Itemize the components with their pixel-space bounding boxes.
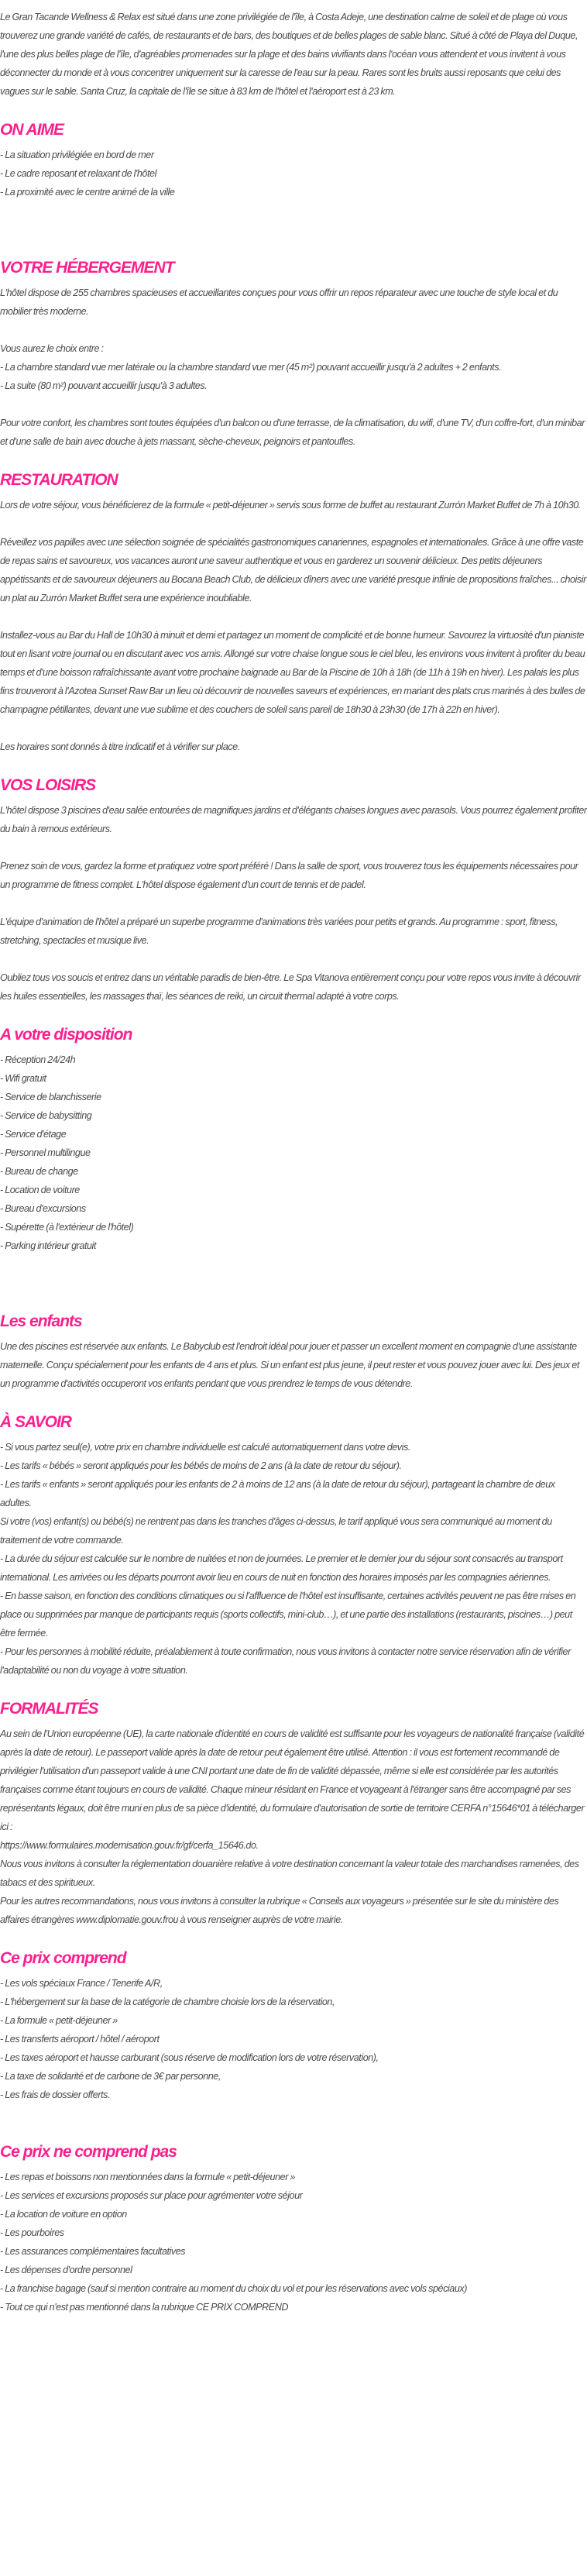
intro-paragraph: Le Gran Tacande Wellness & Relax est situé dans une zone privilégiée de l'île, à Costa Adeje, une destination calme de soleil et de plage où vous trouverez une grande variété de cafés, de restaurants et de bars, des boutiques et de belles plages de sable blanc. Situé à côté de Playa del Duque, l'une des plus belles plage de l'île, d'agréables promenades sur la plage et des bains vivifiants dans l'océan vous attendent et vous invitent à vous déconnecter du monde et à vous concentrer uniquement sur la caresse de l'eau sur la peau. Rares sont les bruits aussi reposants que celui des vagues sur le sable. Santa Cruz, la capitale de l'île se situe à 83 km de l'hôtel et l'aéroport est à 23 km. <box>0 12 578 97</box>
heading-disposition: A votre disposition <box>0 1026 132 1044</box>
heading-formalites: FORMALITÉS <box>0 1700 98 1718</box>
list-item: - Service de babysitting <box>0 1110 92 1121</box>
list-item: - Tout ce qui n'est pas mentionné dans la rubrique CE PRIX COMPREND <box>0 2302 288 2313</box>
section-restauration <box>0 469 587 756</box>
list-item: - Les dépenses d'ordre personnel <box>0 2265 132 2275</box>
enfants-paragraph: Une des piscines est réservée aux enfants. Le Babyclub est l'endroit idéal pour jouer et passer un excellent moment en compagnie d'une assistante maternelle. Conçu spécialement pour les enfants de 4 ans et plus. Si un enfant est plus jeune, il peut rester et vous pouvez jouer avec lui. Des jeux et un programme d'activités occuperont vos enfants pendant que vous prendrez le temps de vous détendre. <box>0 1341 579 1389</box>
list-item: - En basse saison, en fonction des conditions climatiques ou si l'affluence de l'hôtel est insuffisante, certaines activités peuvent ne pas être mises en place ou supprimées par manque de participants requis (sports collectifs, mini-club…), et une partie des installations (restaurants, piscines…) peut être fermée. <box>0 1591 576 1639</box>
section-prix-ne-comprend-pas <box>0 2141 587 2316</box>
heading-hebergement: VOTRE HÉBERGEMENT <box>0 259 174 277</box>
list-item: - Les vols spéciaux France / Tenerife A/R, <box>0 1978 163 1989</box>
list-item: - Service d'étage <box>0 1129 67 1140</box>
list-item: - Les taxes aéroport et hausse carburant (sous réserve de modification lors de votre réservation), <box>0 2052 379 2063</box>
list-item: - Les transferts aéroport / hôtel / aéroport <box>0 2034 160 2045</box>
list-item: - Les repas et boissons non mentionnées dans la formule « petit-déjeuner » <box>0 2172 295 2182</box>
formalites-paragraph-1: Au sein de l'Union européenne (UE), la carte nationale d'identité en cours de validité est suffisante pour les voyageurs de nationalité française (validité après la date de retour). Le passeport valide après la date de retour peut également être utilisé. Attention : il vous est fortement recommandé de privilégier l'utilisation d'un passeport valide à une CNI portant une date de fin de validité dépassée, même si elle est considérée par les autorités françaises comme étant toujours en cours de validité. Chaque mineur résidant en France et voyageant à l'étranger sans être accompagné par ses représentants légaux, doit être muni en plus de sa pièce d'identité, du formulaire d'autorisation de sortie de territoire CERFA n°15646*01 à télécharger ici : <box>0 1728 585 1832</box>
prix-ne-comprend-pas-list <box>0 2168 587 2316</box>
cerfa-link[interactable]: https://www.formulaires.modernisation.gouv.fr/gf/cerfa_15646.do. <box>0 1840 259 1851</box>
on-aime-list <box>0 146 587 201</box>
section-a-savoir <box>0 1412 587 1680</box>
list-item: - Les pourboires <box>0 2227 64 2238</box>
heading-a-savoir: À SAVOIR <box>0 1413 71 1431</box>
section-disposition <box>0 1024 587 1255</box>
section-prix-comprend <box>0 1948 587 2104</box>
list-item: Si votre (vos) enfant(s) ou bébé(s) ne rentrent pas dans les tranches d'âges ci-dessus, le tarif appliqué vous sera communiqué au moment du traitement de votre commande. <box>0 1516 552 1546</box>
restauration-paragraph-2: Réveillez vos papilles avec une sélection soignée de spécialités gastronomiques canariennes, espagnoles et internationales. Grâce à une offre vaste de repas sains et savoureux, vos vacances auront une saveur authentique et vous en garderez un souvenir délicieux. Des petits déjeuners appétissants et de savoureux déjeuners au Bocana Beach Club, de délicieux dîners avec une variété presque infinie de propositions fraîches... choisir un plat au Zurrón Market Buffet sera une expérience inoubliable. <box>0 537 586 604</box>
list-item: - La formule « petit-déjeuner » <box>0 2015 118 2026</box>
section-loisirs <box>0 775 587 1006</box>
formalites-paragraph-3: Pour les autres recommandations, nous vous invitons à consulter la rubrique « Conseils aux voyageurs » présentée sur le site du ministère des affaires étrangères www.diplomatie.gouv.frou à vous renseigner auprès de votre mairie. <box>0 1896 559 1925</box>
list-item: - Les tarifs « enfants » seront appliqués pour les enfants de 2 à moins de 12 ans (à la date de retour du séjour), partageant la chambre de deux adultes. <box>0 1479 555 1508</box>
loisirs-paragraph-3: L'équipe d'animation de l'hôtel a préparé un superbe programme d'animations très variées pour petits et grands. Au programme : sport, fitness, stretching, spectacles et musique live. <box>0 917 558 946</box>
list-item: - La franchise bagage (sauf si mention contraire au moment du choix du vol et pour les réservations avec vols spéciaux) <box>0 2283 467 2294</box>
disposition-list <box>0 1051 587 1255</box>
list-item: - Parking intérieur gratuit <box>0 1240 96 1251</box>
list-item: - Supérette (à l'extérieur de l'hôtel) <box>0 1222 134 1233</box>
formalites-paragraph-2: Nous vous invitons à consulter la réglementation douanière relative à votre destination concernant la valeur totale des marchandises ramenées, des tabacs et des spiritueux. <box>0 1859 579 1888</box>
list-item: - Le cadre reposant et relaxant de l'hôtel <box>0 168 156 179</box>
loisirs-paragraph-1: L'hôtel dispose 3 piscines d'eau salée entourées de magnifiques jardins et d'élégants chaises longues avec parasols. Vous pourrez également profiter du bain à remous extérieurs. <box>0 805 587 834</box>
list-item: - L'hébergement sur la base de la catégorie de chambre choisie lors de la réservation, <box>0 1996 335 2007</box>
restauration-paragraph-1: Lors de votre séjour, vous bénéficierez de la formule « petit-déjeuner » servis sous forme de buffet au restaurant Zurrón Market Buffet de 7h à 10h30. <box>0 500 581 511</box>
heading-enfants: Les enfants <box>0 1312 82 1330</box>
section-hebergement <box>0 257 587 451</box>
list-item: - Service de blanchisserie <box>0 1092 101 1102</box>
list-item: - Si vous partez seul(e), votre prix en chambre individuelle est calculé automatiquement dans votre devis. <box>0 1442 410 1453</box>
restauration-paragraph-4: Les horaires sont donnés à titre indicatif et à vérifier sur place. <box>0 741 240 752</box>
hebergement-paragraph: L'hôtel dispose de 255 chambres spacieuses et accueillantes conçues pour vous offrir un repos réparateur avec une touche de style local et du mobilier très moderne. <box>0 287 558 317</box>
restauration-paragraph-3: Installez-vous au Bar du Hall de 10h30 à minuit et demi et partagez un moment de complicité et de bonne humeur. Savourez la virtuosité d'un pianiste tout en lisant votre journal ou en discutant avec vos amis. Allongé sur votre chaise longue sous le ciel bleu, les environs vous invitent à profiter du beau temps et d'une boisson rafraîchissante avant votre prochaine baignade au Bar de la Piscine de 10h à 18h (de 11h à 19h en hiver). Les palais les plus fins trouveront à l'Azotea Sunset Raw Bar un lieu où découvrir de nouvelles saveurs et expériences, en mariant des plats crus marinés à des bulles de champagne pétillantes, devant une vue sublime et des couchers de soleil sans pareil de 18h30 à 23h30 (de 17h à 22h en hiver). <box>0 630 585 715</box>
section-enfants <box>0 1311 587 1393</box>
list-item: - La situation privilégiée en bord de mer <box>0 150 154 160</box>
list-item: - Wifi gratuit <box>0 1073 46 1084</box>
list-item: - Personnel multilingue <box>0 1147 91 1158</box>
section-formalites <box>0 1698 587 1929</box>
heading-on-aime: ON AIME <box>0 121 64 139</box>
hebergement-choice-intro: Vous aurez le choix entre : <box>0 343 104 354</box>
heading-loisirs: VOS LOISIRS <box>0 776 96 794</box>
list-item: - Pour les personnes à mobilité réduite, préalablement à toute confirmation, nous vous invitons à contacter notre service réservation afin de vérifier l'adaptabilité ou non du voyage à votre situation. <box>0 1646 571 1676</box>
list-item: - La durée du séjour est calculée sur le nombre de nuitées et non de journées. Le premier et le dernier jour du séjour sont consacrés au transport international. Les arrivées ou les départs pourront avoir lieu en cours de nuit en fonction des horaires imposés par les compagnies aériennes. <box>0 1553 563 1583</box>
list-item: - La proximité avec le centre animé de la ville <box>0 187 175 198</box>
list-item: - Les assurances complémentaires facultatives <box>0 2246 186 2257</box>
list-item: - Les tarifs « bébés » seront appliqués pour les bébés de moins de 2 ans (à la date de retour du séjour). <box>0 1460 402 1471</box>
loisirs-paragraph-4: Oubliez tous vos soucis et entrez dans un véritable paradis de bien-être. Le Spa Vitanova entièrement conçu pour votre repos vous invite à découvrir les huiles essentielles, les massages thaï, les séances de reiki, un circuit thermal adapté à votre corps. <box>0 972 581 1002</box>
list-item: - Réception 24/24h <box>0 1054 76 1065</box>
list-item: - Bureau d'excursions <box>0 1203 86 1214</box>
list-item: - Les frais de dossier offerts. <box>0 2089 110 2100</box>
list-item: - Bureau de change <box>0 1166 78 1177</box>
list-item: - Location de voiture <box>0 1185 80 1195</box>
a-savoir-list <box>0 1438 587 1680</box>
heading-prix-comprend: Ce prix comprend <box>0 1949 126 1967</box>
heading-restauration: RESTAURATION <box>0 471 118 489</box>
list-item: - La location de voiture en option <box>0 2209 127 2220</box>
hebergement-equipment-paragraph: Pour votre confort, les chambres sont toutes équipées d'un balcon ou d'une terrasse, de la climatisation, du wifi, d'une TV, d'un coffre-fort, d'un minibar et d'une salle de bain avec douche à jets massant, sèche-cheveux, peignoirs et pantoufles. <box>0 418 585 447</box>
loisirs-paragraph-2: Prenez soin de vous, gardez la forme et pratiquez votre sport préféré ! Dans la salle de sport, vous trouverez tous les équipements nécessaires pour un programme de fitness complet. L'hôtel dispose également d'un court de tennis et de padel. <box>0 861 578 890</box>
list-item: - Les services et excursions proposés sur place pour agrémenter votre séjour <box>0 2190 303 2201</box>
section-on-aime <box>0 119 587 201</box>
hebergement-choice-standard: - La chambre standard vue mer latérale ou la chambre standard vue mer (45 m²) pouvant accueillir jusqu'à 2 adultes + 2 enfants. <box>0 362 502 373</box>
heading-prix-ne-comprend-pas: Ce prix ne comprend pas <box>0 2143 177 2161</box>
prix-comprend-list <box>0 1974 587 2104</box>
list-item: - La taxe de solidarité et de carbone de 3€ par personne, <box>0 2071 221 2082</box>
hebergement-choice-suite: - La suite (80 m²) pouvant accueillir jusqu'à 3 adultes. <box>0 380 208 391</box>
